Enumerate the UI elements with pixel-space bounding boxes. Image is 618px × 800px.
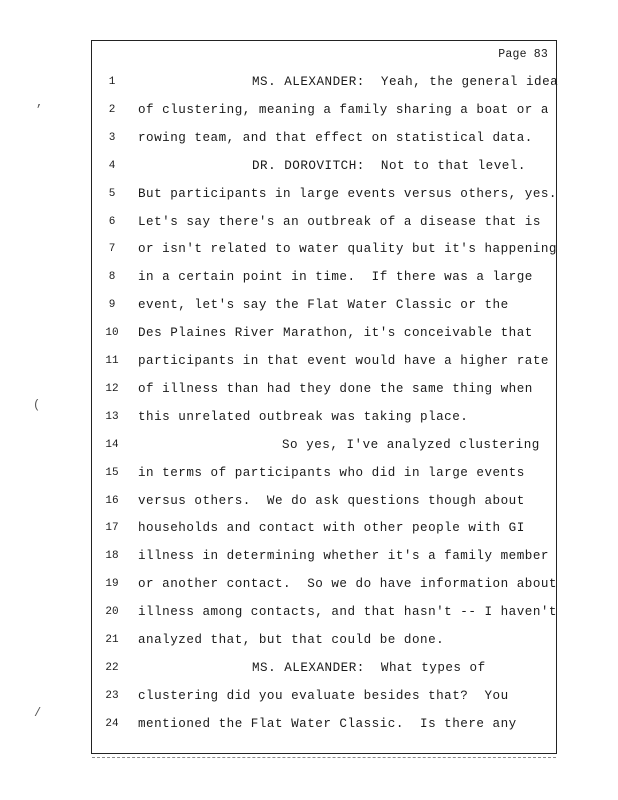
line-number: 15 [105,466,119,479]
transcript-line: or isn't related to water quality but it's happening [138,242,557,257]
line-number: 19 [105,578,119,591]
line-number: 1 [108,76,116,88]
transcript-line: illness among contacts, and that hasn't -- I haven't [138,605,557,620]
transcript-line: participants in that event would have a higher rate [138,354,549,368]
transcript-line: analyzed that, but that could be done. [138,633,445,647]
line-number: 6 [108,215,116,228]
transcript-line: event, let's say the Flat Water Classic or the [138,298,509,313]
transcript-line: mentioned the Flat Water Classic. Is there any [138,716,517,731]
transcript-line: Des Plaines River Marathon, it's conceivable that [138,326,533,341]
line-number: 4 [108,159,116,172]
transcript-line: MS. ALEXANDER: Yeah, the general idea [252,75,559,89]
transcript-line: or another contact. So we do have information about [138,577,557,592]
transcript-line: this unrelated outbreak was taking place. [138,409,469,424]
line-number: 16 [105,494,119,507]
line-number: 9 [108,299,116,312]
transcript-line: in a certain point in time. If there was a large [138,270,533,285]
line-number: 3 [108,131,116,144]
transcript-line: So yes, I've analyzed clustering [282,437,540,452]
line-number: 8 [108,271,116,284]
transcript-line: DR. DOROVITCH: Not to that level. [252,158,526,173]
line-number: 5 [108,187,116,200]
line-number: 11 [105,355,119,367]
line-number: 20 [105,606,119,619]
line-number: 24 [105,717,119,730]
line-number: 17 [105,522,119,535]
transcript-line: households and contact with other people with GI [138,521,525,536]
line-number: 14 [105,438,119,451]
transcript-line: But participants in large events versus others, yes. [138,186,557,201]
transcript-line: MS. ALEXANDER: What types of [252,660,486,675]
line-number: 18 [105,550,119,563]
transcript-line: Let's say there's an outbreak of a disease that is [138,214,541,229]
transcript-line: versus others. We do ask questions though about [138,493,525,508]
line-number: 13 [105,410,119,423]
margin-mark-top: , [36,96,44,110]
line-number: 2 [108,103,116,116]
transcript-line: rowing team, and that effect on statistical data. [138,130,533,145]
line-number: 7 [108,243,116,256]
transcript-line: of illness than had they done the same thing when [138,381,533,396]
line-number: 23 [105,689,119,702]
transcript-page [91,40,557,754]
margin-mark-bottom: / [34,706,42,720]
line-number: 21 [105,634,119,646]
line-number: 12 [105,382,119,395]
page-number: Page 83 [498,48,548,61]
transcript-line: clustering did you evaluate besides that? You [138,688,509,703]
transcript-line: in terms of participants who did in large events [138,465,525,480]
scan-artifact [92,757,556,761]
transcript-line: illness in determining whether it's a family member [138,549,549,564]
transcript-line: of clustering, meaning a family sharing a boat or a [138,102,549,117]
line-number: 10 [105,327,119,340]
margin-mark-middle: ( [33,398,41,412]
line-number: 22 [105,661,119,674]
